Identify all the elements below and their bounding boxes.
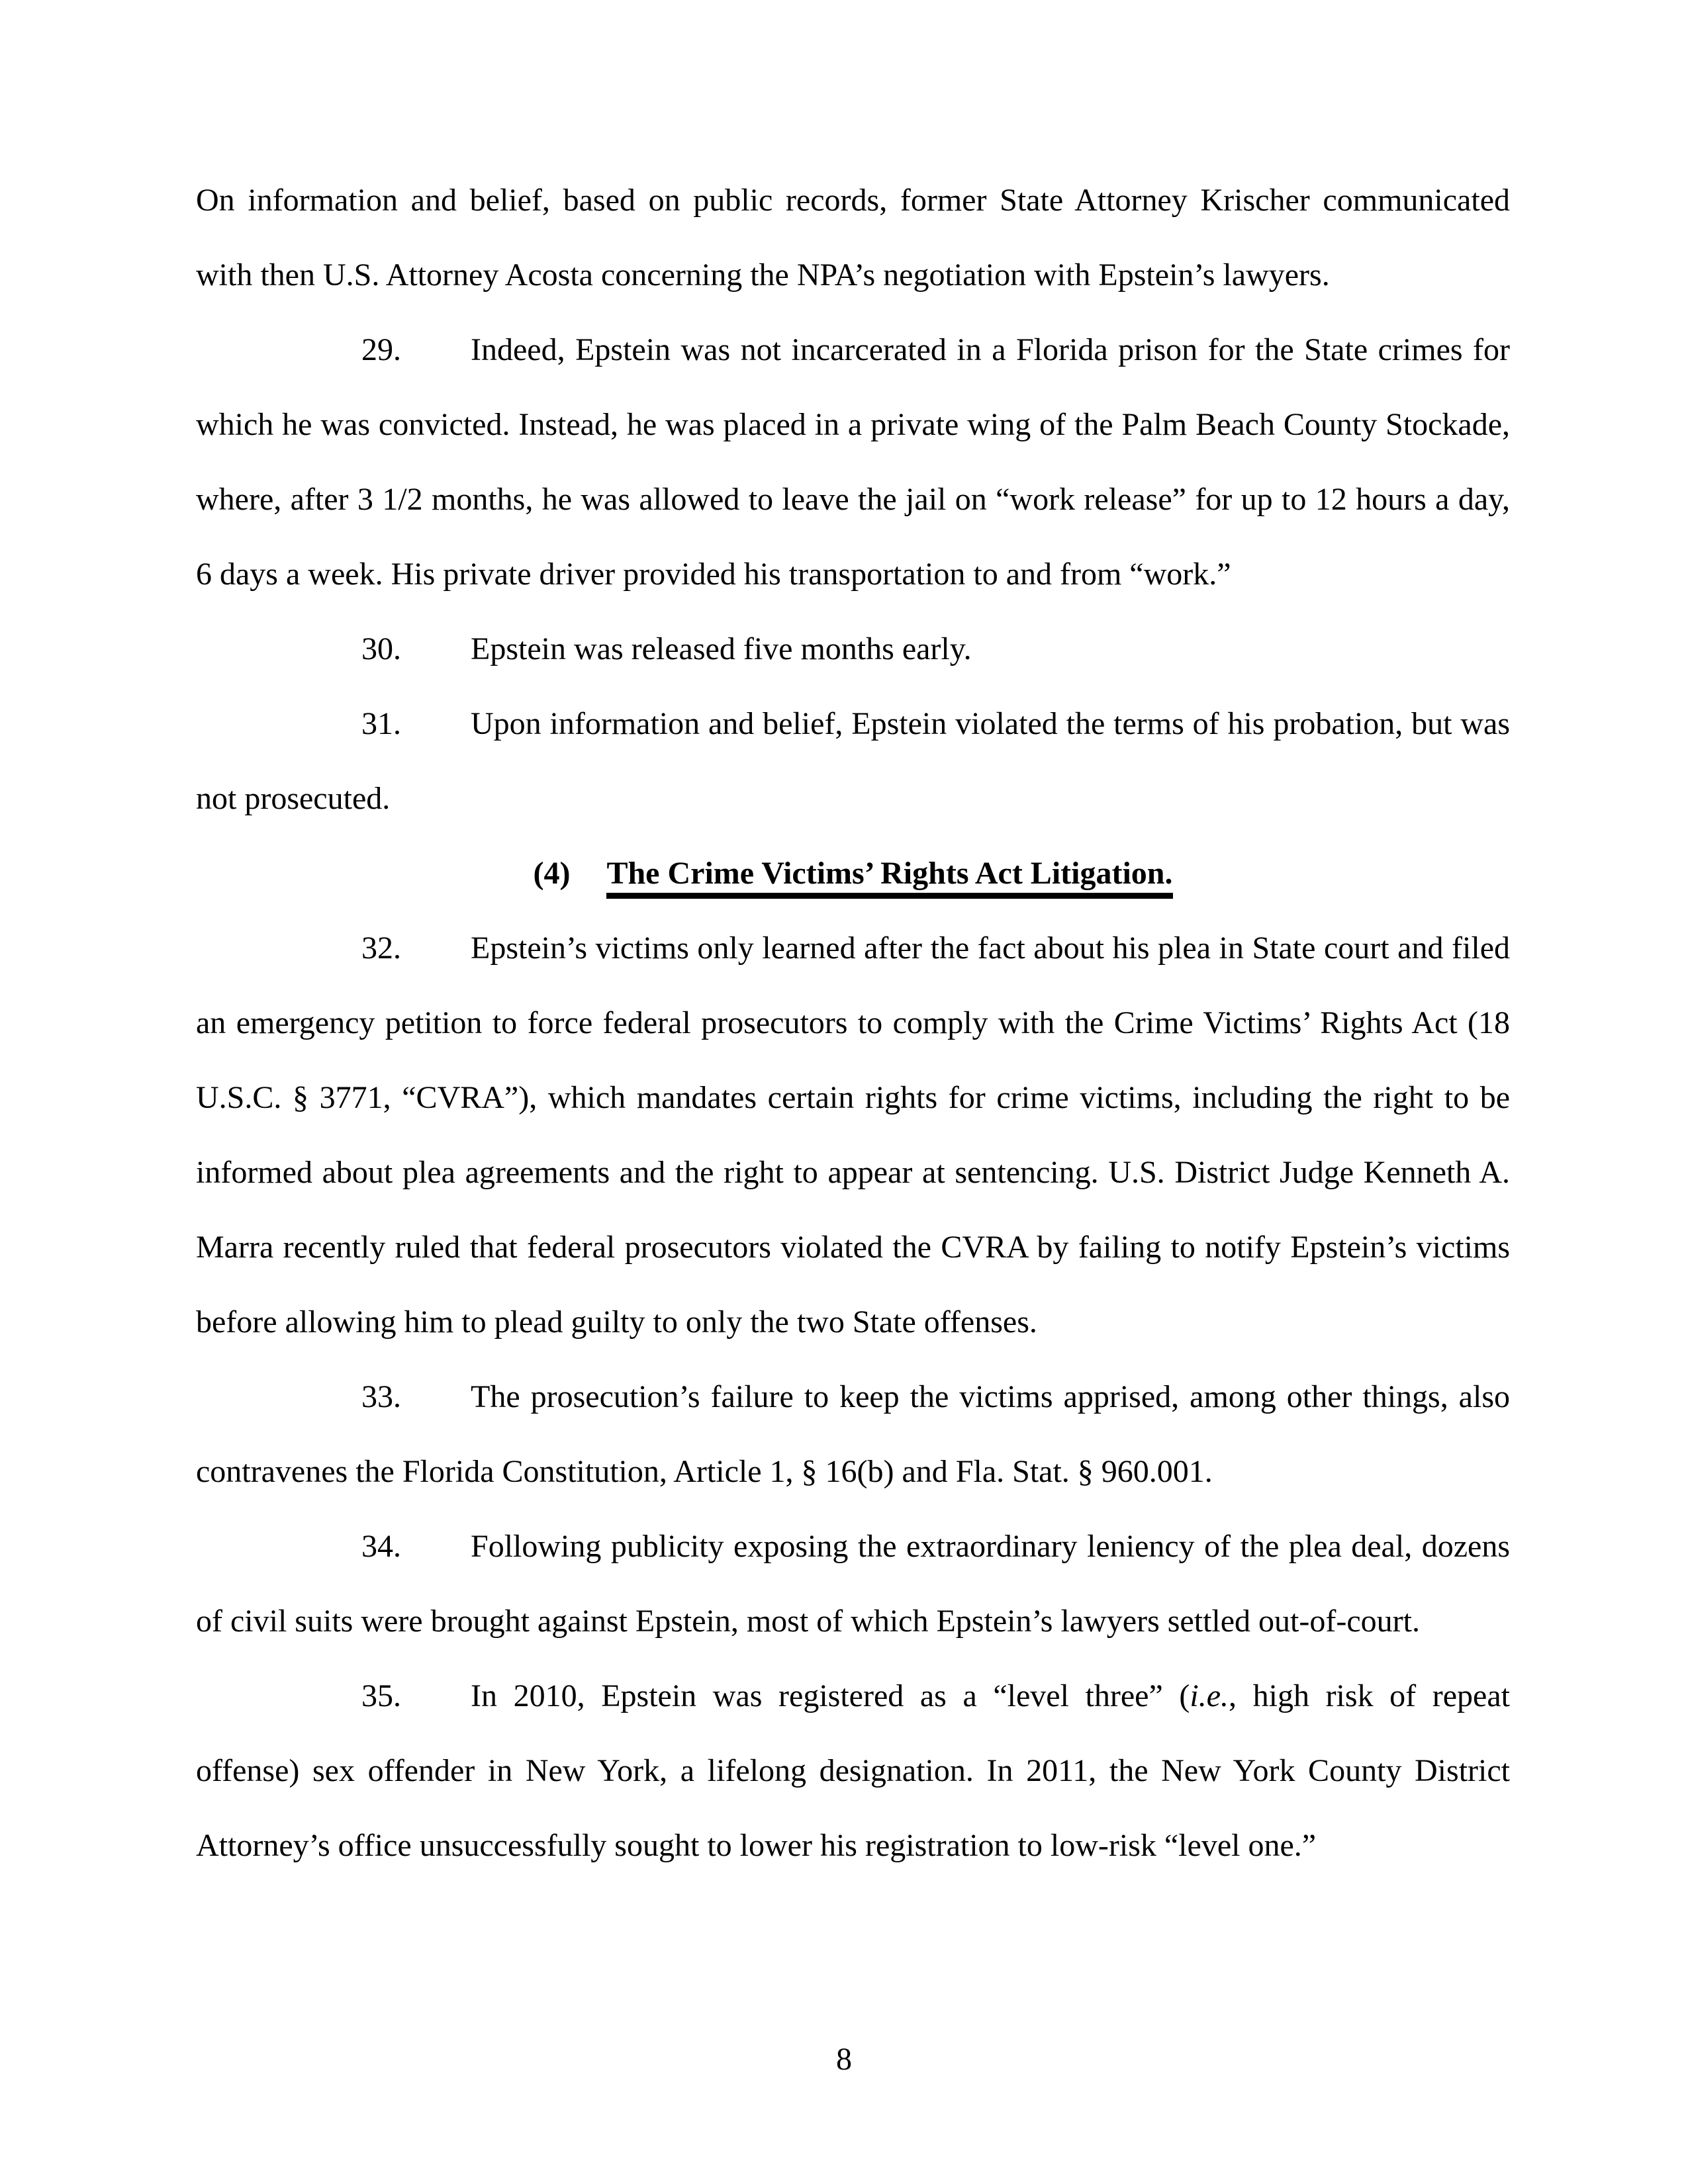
paragraph-35-text-before: In 2010, Epstein was registered as a “level three” ( xyxy=(471,1678,1190,1713)
paragraph-30-text: Epstein was released five months early. xyxy=(471,631,972,666)
paragraph-35-italic-ie: i.e. xyxy=(1190,1678,1229,1713)
paragraph-31 xyxy=(196,686,1510,836)
section-heading-title: The Crime Victims’ Rights Act Litigation. xyxy=(606,856,1172,899)
paragraph-35 xyxy=(196,1659,1510,1883)
paragraph-31-text: Upon information and belief, Epstein violated the terms of his probation, but was not prosecuted. xyxy=(196,706,1510,816)
paragraph-30-number: 30. xyxy=(361,631,401,666)
document-body xyxy=(196,163,1510,1883)
paragraph-30 xyxy=(196,612,1510,686)
paragraph-33 xyxy=(196,1359,1510,1509)
paragraph-35-number: 35. xyxy=(361,1678,401,1713)
paragraph-31-number: 31. xyxy=(361,706,401,741)
paragraph-34 xyxy=(196,1509,1510,1659)
paragraph-34-number: 34. xyxy=(361,1529,401,1564)
paragraph-29 xyxy=(196,312,1510,612)
paragraph-28-continuation: On information and belief, based on public records, former State Attorney Krischer communicated with then U.S. Attorney Acosta concerning the NPA’s negotiation with Epstein’s lawyers. xyxy=(196,183,1510,293)
paragraph-32 xyxy=(196,911,1510,1359)
section-heading-number: (4) xyxy=(533,856,571,891)
page-footer xyxy=(0,2040,1688,2079)
paragraph-34-text: Following publicity exposing the extraordinary leniency of the plea deal, dozens of civil suits were brought against Epstein, most of which Epstein’s lawyers settled out-of-court. xyxy=(196,1529,1510,1639)
paragraph-29-text: Indeed, Epstein was not incarcerated in a Florida prison for the State crimes for which he was convicted. Instead, he was placed in a private wing of the Palm Beach County Stockade, where, after 3 1/2 months, he was allowed to leave the jail on “work release” for up to 12 hours a day, 6 days a week. His private driver provided his transportation to and from “work.” xyxy=(196,332,1510,592)
page-number: 8 xyxy=(836,2042,852,2077)
section-heading xyxy=(196,836,1510,911)
paragraph-33-number: 33. xyxy=(361,1379,401,1414)
paragraph-32-text: Epstein’s victims only learned after the fact about his plea in State court and filed an emergency petition to force federal prosecutors to comply with the Crime Victims’ Rights Act (18 U.S.C. § 3771, “CVRA”), which mandates certain rights for crime victims, including the right to be informed about plea agreements and the right to appear at sentencing. U.S. District Judge Kenneth A. Marra recently ruled that federal prosecutors violated the CVRA by failing to notify Epstein’s victims before allowing him to plead guilty to only the two State offenses. xyxy=(196,931,1510,1340)
paragraph-33-text: The prosecution’s failure to keep the victims apprised, among other things, also contravenes the Florida Constitution, Article 1, § 16(b) and Fla. Stat. § 960.001. xyxy=(196,1379,1510,1489)
paragraph-35-text-after: , high risk of repeat offense) sex offender in New York, a lifelong designation. In 2011, the New York County District Attorney’s office unsuccessfully sought to lower his registration to low-risk “level one.” xyxy=(196,1678,1511,1863)
paragraph-32-number: 32. xyxy=(361,931,401,966)
paragraph-29-number: 29. xyxy=(361,332,401,367)
